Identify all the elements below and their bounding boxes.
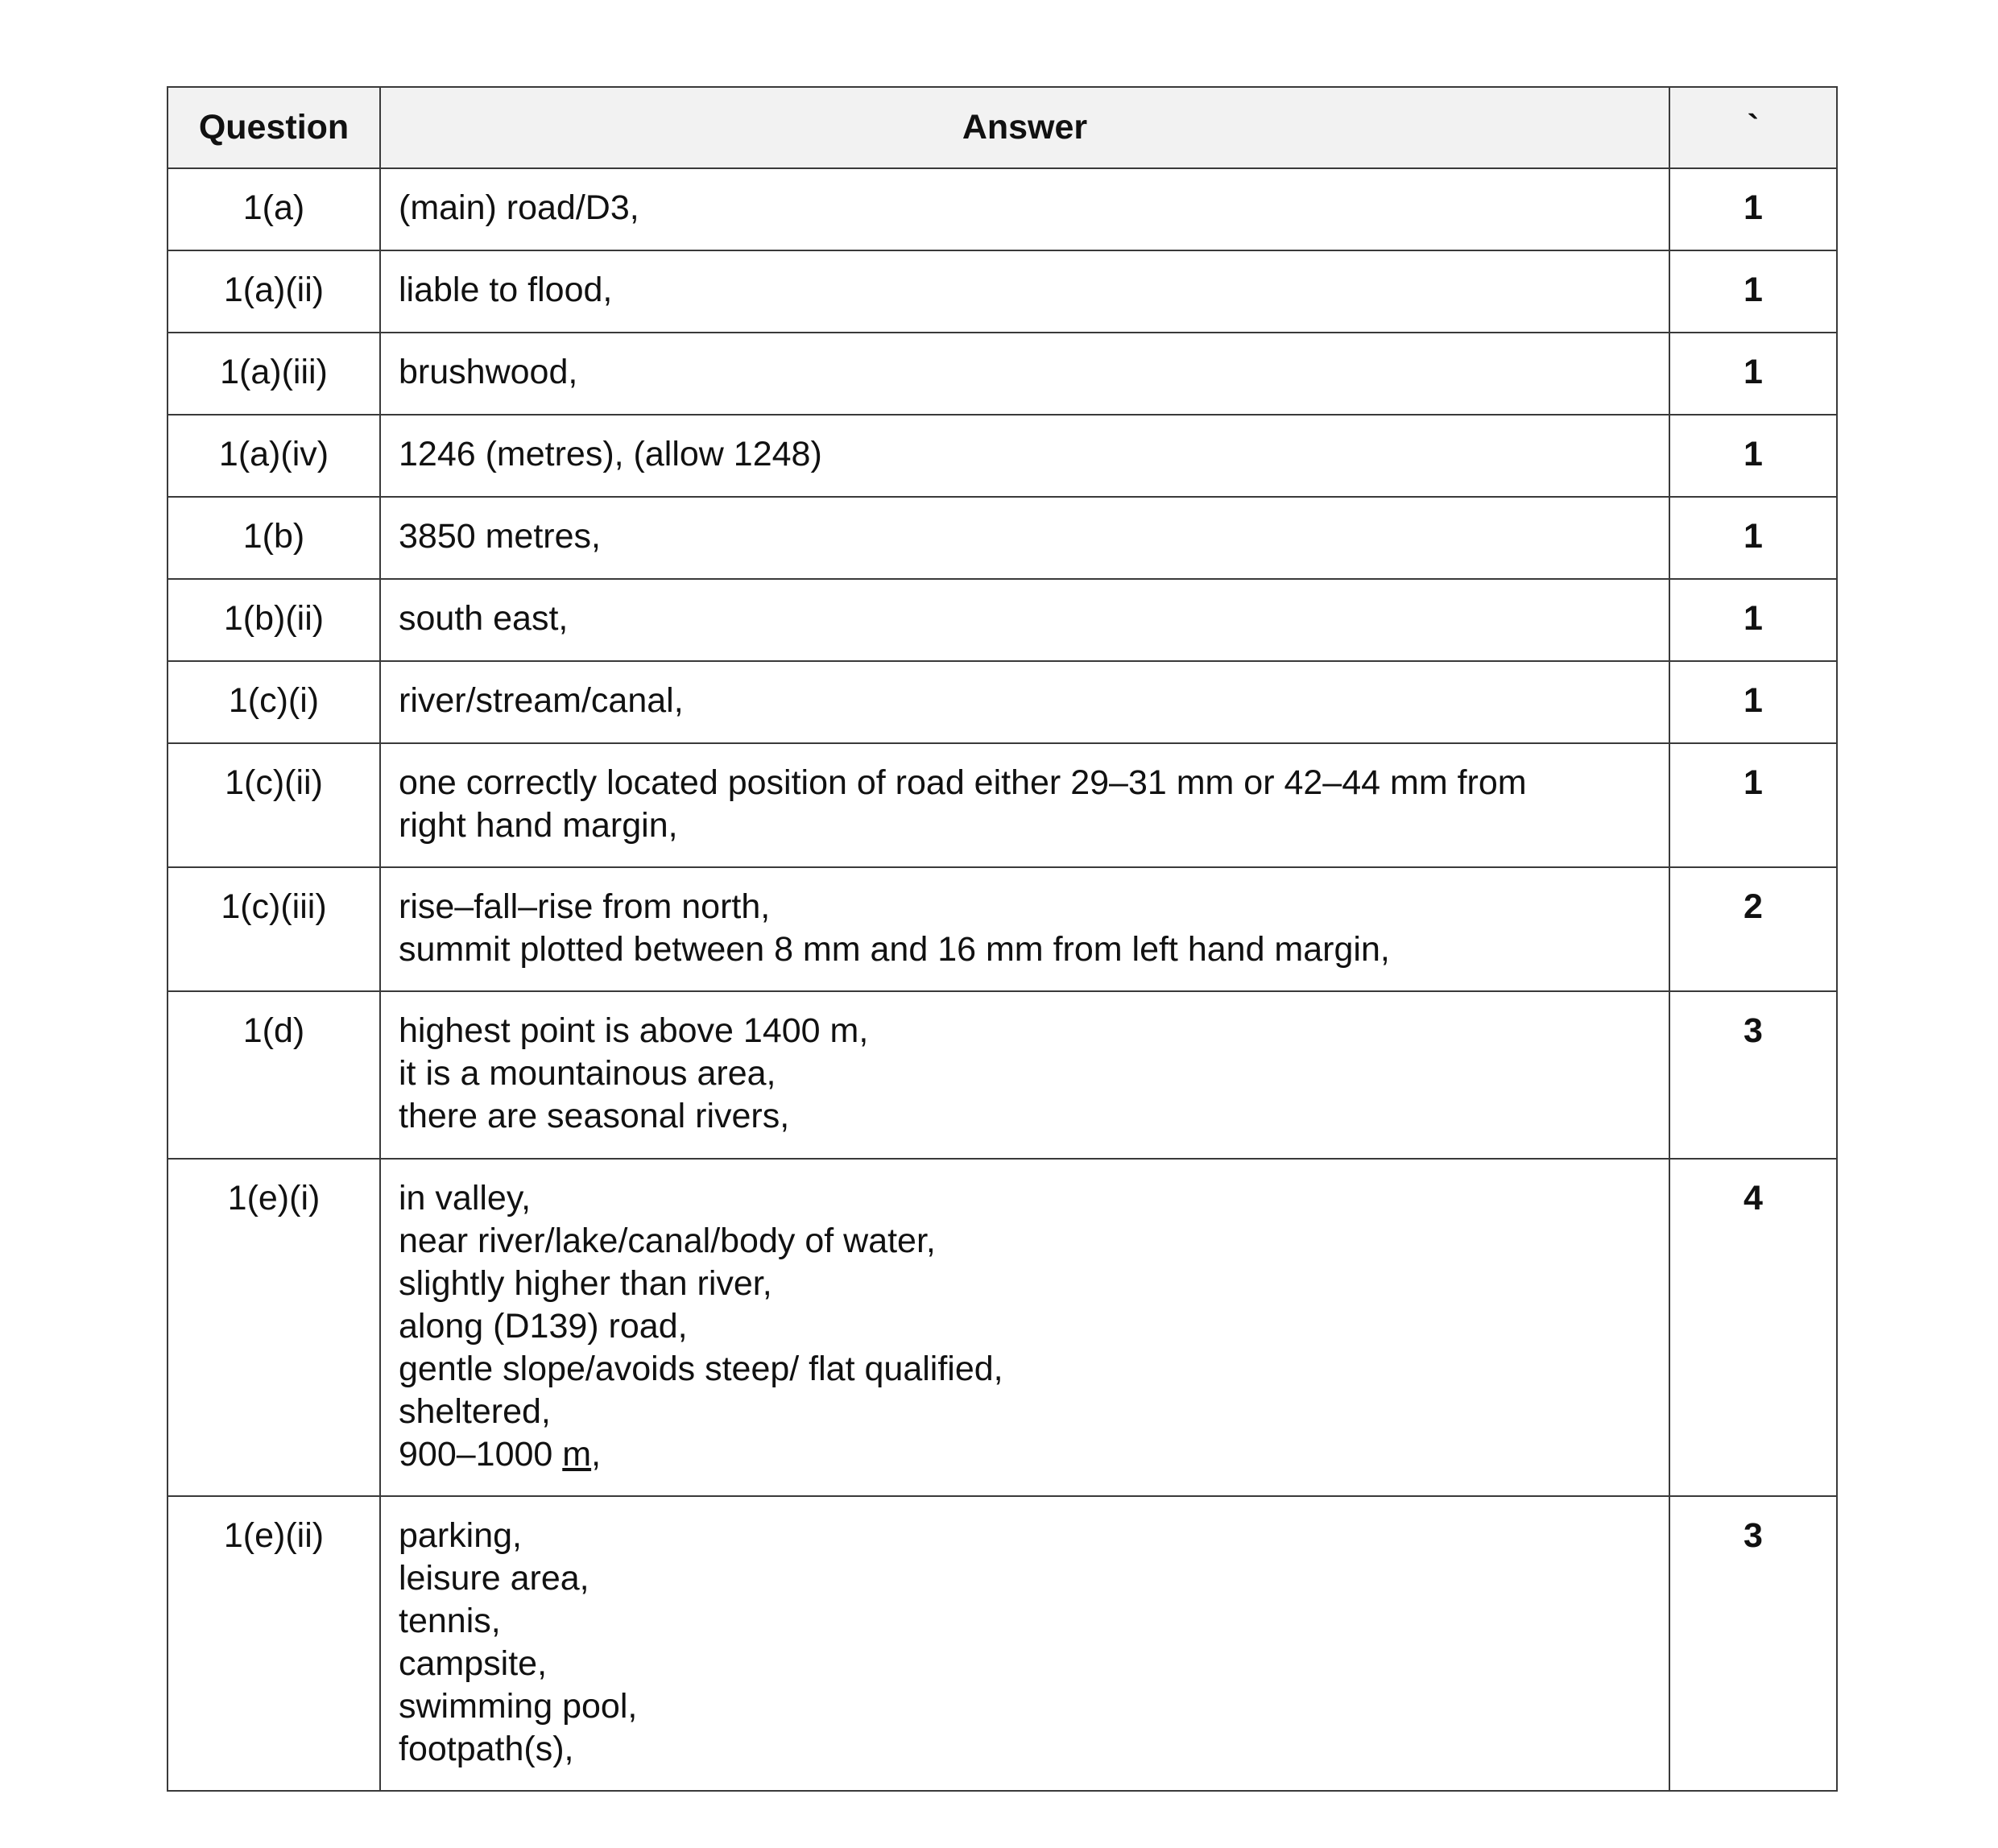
table-row	[168, 661, 1837, 743]
question-cell: 1(b)(ii)	[168, 579, 380, 661]
table-row	[168, 579, 1837, 661]
answer-line: footpath(s),	[399, 1730, 574, 1768]
table-row	[168, 991, 1837, 1159]
marks-cell: 3	[1669, 991, 1837, 1159]
question-cell: 1(c)(i)	[168, 661, 380, 743]
answer-cell	[380, 497, 1669, 579]
answer-line: leisure area,	[399, 1559, 589, 1598]
answer-header: Answer	[380, 87, 1669, 168]
answer-cell	[380, 1496, 1669, 1791]
marks-cell: 2	[1669, 867, 1837, 991]
question-cell: 1(a)(iii)	[168, 333, 380, 415]
marks-cell: 1	[1669, 579, 1837, 661]
answer-cell	[380, 661, 1669, 743]
table-row	[168, 250, 1837, 333]
table-row	[168, 1496, 1837, 1791]
marks-cell: 1	[1669, 743, 1837, 867]
question-cell: 1(b)	[168, 497, 380, 579]
answer-cell	[380, 250, 1669, 333]
header-row	[168, 87, 1837, 168]
answer-cell	[380, 333, 1669, 415]
marks-cell: 1	[1669, 661, 1837, 743]
answer-line: campsite,	[399, 1644, 548, 1683]
question-cell: 1(d)	[168, 991, 380, 1159]
question-cell: 1(a)(ii)	[168, 250, 380, 333]
answer-line: one correctly located position of road either 29–31 mm or 42–44 mm from	[399, 763, 1527, 802]
table-row	[168, 168, 1837, 250]
marks-cell: 1	[1669, 415, 1837, 497]
answer-line: it is a mountainous area,	[399, 1054, 776, 1093]
table-row	[168, 867, 1837, 991]
answer-cell	[380, 579, 1669, 661]
answer-line: highest point is above 1400 m,	[399, 1011, 869, 1050]
answer-line: in valley,	[399, 1179, 532, 1218]
marks-cell: 1	[1669, 168, 1837, 250]
answer-line: near river/lake/canal/body of water,	[399, 1222, 936, 1260]
answer-cell	[380, 743, 1669, 867]
answer-line: rise–fall–rise from north,	[399, 887, 771, 926]
table-row	[168, 333, 1837, 415]
answer-line: parking,	[399, 1516, 522, 1555]
answer-line: gentle slope/avoids steep/ flat qualified,	[399, 1350, 1003, 1388]
answer-text: ,	[591, 1435, 602, 1474]
marks-cell: 1	[1669, 497, 1837, 579]
answer-line: (main) road/D3,	[399, 188, 639, 227]
answer-line: liable to flood,	[399, 271, 613, 309]
question-cell: 1(e)(i)	[168, 1159, 380, 1496]
answer-line: summit plotted between 8 mm and 16 mm from left hand margin,	[399, 930, 1390, 969]
answer-line: along (D139) road,	[399, 1307, 688, 1346]
answer-cell	[380, 168, 1669, 250]
answer-cell	[380, 867, 1669, 991]
answer-cell	[380, 415, 1669, 497]
answer-line: swimming pool,	[399, 1687, 638, 1726]
marks-header: `	[1669, 87, 1837, 168]
question-header: Question	[168, 87, 380, 168]
table-row	[168, 497, 1837, 579]
question-cell: 1(a)(iv)	[168, 415, 380, 497]
answer-line: 3850 metres,	[399, 517, 601, 556]
table-row	[168, 743, 1837, 867]
answer-line: there are seasonal rivers,	[399, 1097, 790, 1135]
table-row	[168, 415, 1837, 497]
answer-cell	[380, 991, 1669, 1159]
marks-cell: 1	[1669, 250, 1837, 333]
marks-cell: 1	[1669, 333, 1837, 415]
question-cell: 1(c)(ii)	[168, 743, 380, 867]
answer-cell	[380, 1159, 1669, 1496]
answer-line: sheltered,	[399, 1392, 551, 1431]
answer-line: south east,	[399, 599, 569, 638]
table-row	[168, 1159, 1837, 1496]
answer-line: tennis,	[399, 1602, 501, 1640]
answer-line	[399, 1433, 1653, 1476]
answer-line: 1246 (metres), (allow 1248)	[399, 435, 822, 473]
underlined-unit: m	[562, 1435, 592, 1474]
answer-line: river/stream/canal,	[399, 681, 684, 720]
question-cell: 1(c)(iii)	[168, 867, 380, 991]
question-cell: 1(e)(ii)	[168, 1496, 380, 1791]
answer-text: 900–1000	[399, 1435, 563, 1474]
answer-line: brushwood,	[399, 353, 578, 391]
answer-line: right hand margin,	[399, 806, 678, 845]
answer-line: slightly higher than river,	[399, 1264, 772, 1303]
mark-scheme-table	[167, 86, 1838, 1792]
marks-cell: 4	[1669, 1159, 1837, 1496]
question-cell: 1(a)	[168, 168, 380, 250]
marks-cell: 3	[1669, 1496, 1837, 1791]
